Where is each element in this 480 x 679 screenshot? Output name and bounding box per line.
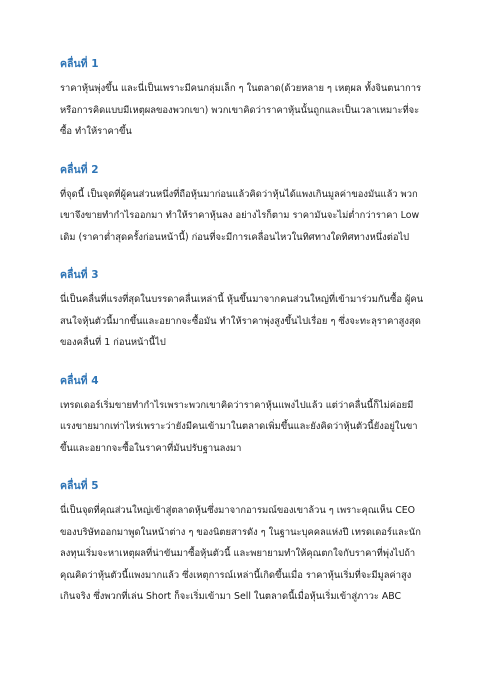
wave-paragraph: ราคาหุ้นพุ่งขึ้น และนี่เป็นเพราะมีคนกลุ่มเล็ก ๆ ในตลาด(ด้วยหลาย ๆ เหตุผล ทั้งจินตนาการ หรือการคิดแบบมีเหตุผลของพวกเขา) พวกเขาคิดว่าราคาหุ้นนั้นถูกและเป็นเวลาเหมาะที่จะซื้อ ทำให้ราคาขึ้น <box>60 83 422 137</box>
wave-heading: คลื่นที่ 1 <box>60 58 99 70</box>
wave-paragraph: ที่จุดนี้ เป็นจุดที่ผู้คนส่วนหนึ่งที่ถือหุ้นมาก่อนแล้วคิดว่าหุ้นได้แพงเกินมูลค่าของมันแล้ว พวกเขาจึงขายทำกำไรออกมา ทำให้ราคาหุ้นลง อย่างไรก็ตาม ราคามันจะไม่ต่ำกว่าราคา Low เดิม (ราคาต่ำสุดครั้งก่อนหน้านี้) ก่อนที่จะมีการเคลื่อนไหวในทิศทางใดทิศทางหนึ่งต่อไป <box>60 188 420 243</box>
wave-heading: คลื่นที่ 4 <box>60 374 99 387</box>
wave-section-1 <box>60 56 424 143</box>
wave-section-2 <box>60 162 424 249</box>
wave-heading: คลื่นที่ 5 <box>60 480 99 492</box>
wave-heading: คลื่นที่ 3 <box>60 269 99 281</box>
wave-paragraph: นี่เป็นจุดที่คุณส่วนใหญ่เข้าสู่ตลาดหุ้นซึ่งมาจากอารมณ์ของเขาล้วน ๆ เพราะคุณเห็น CEO ของบริษัทออกมาพูดในหน้าต่าง ๆ ของนิตยสารดัง ๆ ในฐานะบุคคลแห่งปี เทรดเดอร์และนักลงทุนเริ่มจะหาเหตุผลที่น่าขันมาซื้อหุ้นตัวนี้ และพยายามทำให้คุณตกใจกับราคาที่พุ่งไปถ้าคุณคิดว่าหุ้นตัวนี้แพงมากแล้ว ซึ่งเหตุการณ์เหล่านี้เกิดขึ้นเมื่อ ราคาหุ้นเริ่มที่จะมีมูลค่าสูงเกินจริง ซึ่งพวกที่เล่น Short ก็จะเริ่มเข้ามา Sell ในตลาดนี้เมื่อหุ้นเริ่มเข้าสู่ภาวะ ABC <box>60 505 421 602</box>
wave-section-3 <box>60 267 424 354</box>
wave-section-4 <box>60 373 424 460</box>
wave-heading: คลื่นที่ 2 <box>60 163 99 176</box>
wave-paragraph: นี่เป็นคลื่นที่แรงที่สุดในบรรดาคลื่นเหล่านี้ หุ้นขึ้นมาจากคนส่วนใหญ่ที่เข้ามาร่วมกันซื้อ ผู้คนสนใจหุ้นตัวนี้มากขึ้นและอยากจะซื้อมัน ทำให้ราคาพุ่งสูงขึ้นไปเรื่อย ๆ ซึ่งจะทะลุราคาสูงสุดของคลื่นที่ 1 ก่อนหน้านี้ไป <box>60 294 424 348</box>
wave-paragraph: เทรดเดอร์เริ่มขายทำกำไรเพราะพวกเขาคิดว่าราคาหุ้นแพงไปแล้ว แต่ว่าคลื่นนี้ก็ไม่ค่อยมีแรงขายมากเท่าไหร่เพราะว่ายังมีคนเข้ามาในตลาดเพิ่มขึ้นและยังคิดว่าหุ้นตัวนี้ยังอยู่ในขาขึ้นและอยากจะซื้อในราคาที่มันปรับฐานลงมา <box>60 399 418 454</box>
wave-section-5 <box>60 478 424 608</box>
